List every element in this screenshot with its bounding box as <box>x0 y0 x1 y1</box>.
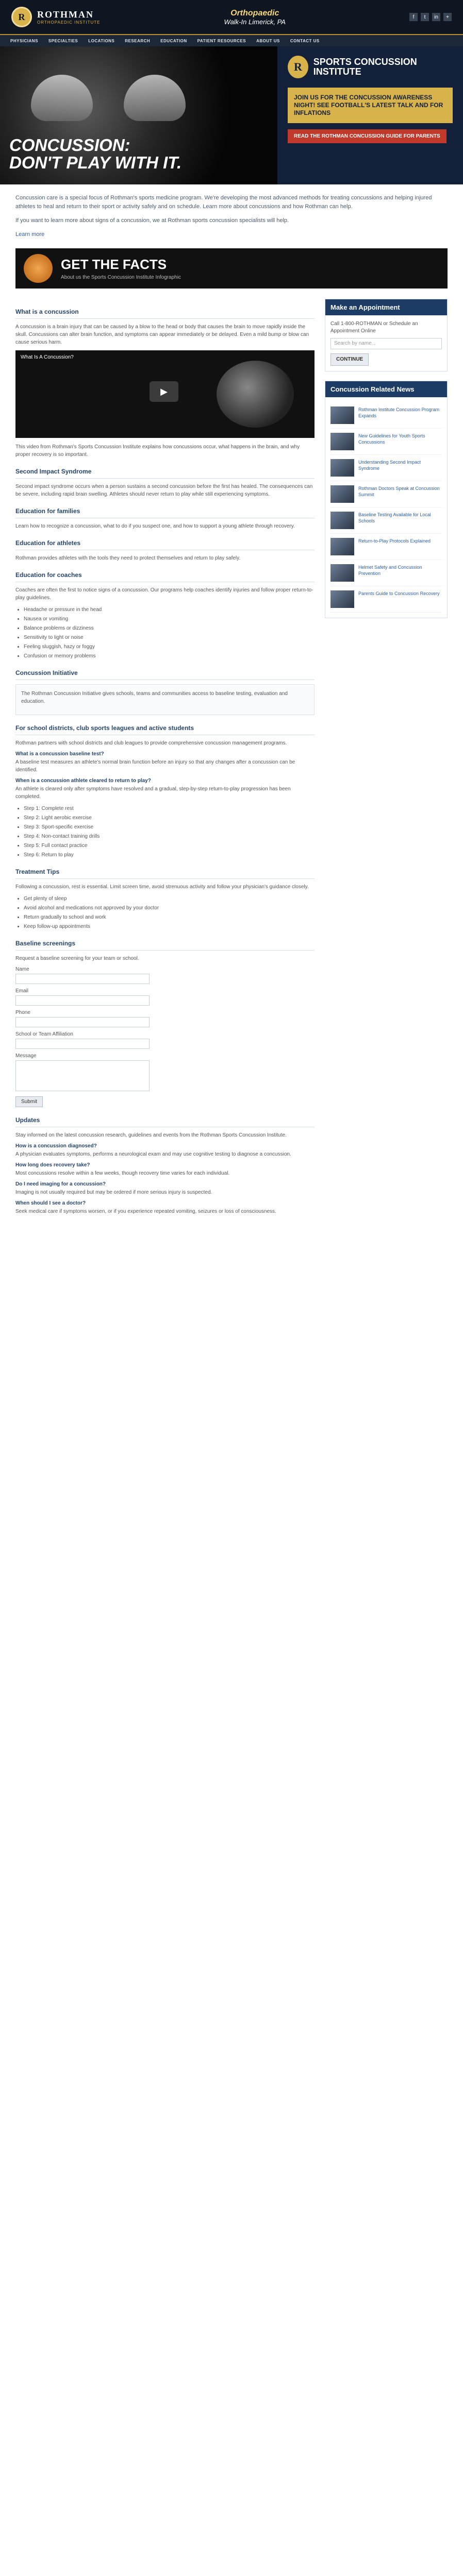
faq-answer: A physician evaluates symptoms, performs a neurological exam and may use cognitive testing to diagnose a concussion. <box>15 1151 291 1157</box>
logo-sub: ORTHOPAEDIC INSTITUTE <box>37 20 101 25</box>
news-thumbnail <box>330 538 354 555</box>
email-input[interactable] <box>15 995 150 1006</box>
news-title[interactable]: Rothman Doctors Speak at Concussion Summit <box>358 486 440 497</box>
list-item: • Keep follow-up appointments <box>24 923 315 930</box>
name-input[interactable] <box>15 974 150 984</box>
facts-subtitle: About us the Sports Concussion Institute Infographic <box>61 275 181 280</box>
hero-title <box>9 137 181 172</box>
video-title: What Is A Concussion? <box>21 354 74 360</box>
section-text: Second impact syndrome occurs when a person sustains a second concussion before the first has healed. The consequences can be severe, including rapid brain swelling. Athletes should never return to play while still experiencing symptoms. <box>15 484 313 497</box>
section-title: Education for athletes <box>15 535 315 550</box>
intro-paragraph: Concussion care is a special focus of Rothman's sports medicine program. We're developing the most advanced methods for treating concussions and helping injured athletes to heal and return to their sport or activity safely and on schedule. Learn more about concussions and how Rothman can help. <box>15 195 432 210</box>
widget-title: Concussion Related News <box>325 381 447 397</box>
list-item: • Return gradually to school and work <box>24 913 315 921</box>
widget-body <box>325 315 447 371</box>
event-cta[interactable]: JOIN US FOR THE CONCUSSION AWARENESS NIGHT! SEE FOOTBALL'S LATEST TALK AND FOR INFLATIONS <box>288 88 453 123</box>
widget-body <box>325 397 447 618</box>
promo-line-2: Walk-In Limerick, PA <box>224 18 286 26</box>
video-player[interactable] <box>15 350 315 438</box>
twitter-icon[interactable]: t <box>421 13 429 21</box>
appointment-widget <box>325 299 448 371</box>
question: When is a concussion athlete cleared to return to play? <box>15 778 151 784</box>
list-item: • Step 1: Complete rest <box>24 805 315 812</box>
news-item[interactable] <box>330 455 442 481</box>
section-text: Following a concussion, rest is essential. Limit screen time, avoid strenuous activity and follow your physician's guidance closely. <box>15 884 309 890</box>
linkedin-icon[interactable]: in <box>432 13 440 21</box>
continue-button[interactable]: CONTINUE <box>330 353 369 366</box>
promo-line-1: Orthopaedic <box>230 8 279 18</box>
form-label: Message <box>15 1053 37 1059</box>
nav-item[interactable]: RESEARCH <box>125 38 151 43</box>
answer: An athlete is cleared only after symptoms have resolved and a gradual, step-by-step return-to-play progression has been completed. <box>15 786 291 800</box>
section-title: Education for coaches <box>15 567 315 582</box>
list-item: • Step 4: Non-contact training drills <box>24 833 315 840</box>
list-item: • Balance problems or dizziness <box>24 624 315 632</box>
phone-input[interactable] <box>15 1017 150 1027</box>
institute-panel <box>277 46 463 184</box>
section-text: Rothman partners with school districts and club leagues to provide comprehensive concussion management programs. <box>15 740 287 746</box>
news-widget <box>325 381 448 618</box>
message-textarea[interactable] <box>15 1060 150 1091</box>
main-nav <box>0 34 463 46</box>
intro-paragraph: If you want to learn more about signs of a concussion, we at Rothman sports concussion specialists will help. <box>15 217 289 224</box>
section-text: Stay informed on the latest concussion research, guidelines and events from the Rothman Sports Concussion Institute. <box>15 1132 287 1138</box>
news-title[interactable]: Return-to-Play Protocols Explained <box>358 538 431 544</box>
social-icons <box>409 13 452 21</box>
section-title: What is a concussion <box>15 304 315 319</box>
google-plus-icon[interactable]: + <box>443 13 452 21</box>
play-icon[interactable]: ▶ <box>150 381 178 402</box>
faq-question: How is a concussion diagnosed? <box>15 1143 97 1149</box>
news-item[interactable] <box>330 429 442 455</box>
section-title: Concussion Initiative <box>15 665 315 680</box>
list-item: • Step 2: Light aerobic exercise <box>24 814 315 822</box>
list-item: • Get plenty of sleep <box>24 895 315 903</box>
appointment-text: Call 1-800-ROTHMAN or Schedule an Appointment Online <box>330 321 418 334</box>
news-thumbnail <box>330 485 354 503</box>
nav-item[interactable]: PHYSICIANS <box>10 38 38 43</box>
content-columns <box>0 299 463 1219</box>
list-item: • Confusion or memory problems <box>24 652 315 660</box>
nav-item[interactable]: PATIENT RESOURCES <box>197 38 246 43</box>
faq-question: When should I see a doctor? <box>15 1200 86 1206</box>
nav-item[interactable]: EDUCATION <box>160 38 187 43</box>
sidebar <box>325 299 448 1219</box>
top-bar <box>0 0 463 34</box>
facebook-icon[interactable]: f <box>409 13 418 21</box>
symptom-list <box>24 606 315 660</box>
nav-item[interactable]: LOCATIONS <box>88 38 115 43</box>
news-thumbnail <box>330 406 354 424</box>
news-item[interactable] <box>330 534 442 560</box>
faq-answer: Most concussions resolve within a few weeks, though recovery time varies for each individual. <box>15 1171 230 1176</box>
nav-item[interactable]: ABOUT US <box>256 38 280 43</box>
promo-banner[interactable] <box>224 9 286 26</box>
school-input[interactable] <box>15 1039 150 1049</box>
faq-question: Do I need imaging for a concussion? <box>15 1181 106 1187</box>
section-title: Education for families <box>15 503 315 518</box>
institute-mark: R <box>288 56 308 78</box>
guide-button[interactable]: READ THE ROTHMAN CONCUSSION GUIDE FOR PARENTS <box>288 129 447 143</box>
section-title: Baseline screenings <box>15 936 315 951</box>
brain-icon <box>24 254 53 283</box>
section-title: Second Impact Syndrome <box>15 464 315 479</box>
institute-badge <box>288 56 453 78</box>
news-item[interactable] <box>330 586 442 613</box>
submit-button[interactable]: Submit <box>15 1096 43 1107</box>
faq-answer: Imaging is not usually required but may be ordered if more serious injury is suspected. <box>15 1190 212 1195</box>
section-title: Updates <box>15 1112 315 1127</box>
list-item: • Step 6: Return to play <box>24 851 315 859</box>
intro <box>0 184 463 243</box>
facts-banner[interactable] <box>15 248 448 289</box>
news-title[interactable]: Baseline Testing Available for Local Schools <box>358 512 431 523</box>
news-thumbnail <box>330 433 354 450</box>
logo-text: ROTHMAN <box>37 9 94 20</box>
widget-title: Make an Appointment <box>325 299 447 315</box>
list-item: • Avoid alcohol and medications not approved by your doctor <box>24 904 315 912</box>
news-title[interactable]: Rothman Institute Concussion Program Expands <box>358 407 440 418</box>
list-item: • Nausea or vomiting <box>24 615 315 623</box>
section-text: Rothman provides athletes with the tools they need to protect themselves and return to play safely. <box>15 555 241 561</box>
question: What is a concussion baseline test? <box>15 751 104 757</box>
answer: A baseline test measures an athlete's normal brain function before an injury so that any changes after a concussion can be identified. <box>15 759 295 773</box>
logo-mark: R <box>11 7 32 27</box>
brain-image <box>217 361 294 428</box>
hero-title-line-2: DON'T PLAY WITH IT. <box>9 153 182 172</box>
tips-list <box>24 895 315 930</box>
steps-list <box>24 805 315 859</box>
news-title[interactable]: Parents Guide to Concussion Recovery <box>358 591 440 596</box>
section-text: Learn how to recognize a concussion, what to do if you suspect one, and how to support a young athlete through recovery. <box>15 523 295 529</box>
section-title: Treatment Tips <box>15 864 315 879</box>
faq-question: How long does recovery take? <box>15 1162 90 1168</box>
news-item[interactable] <box>330 560 442 586</box>
faq-answer: Seek medical care if symptoms worsen, or if you experience repeated vomiting, seizures or loss of consciousness. <box>15 1209 276 1214</box>
nav-item[interactable]: SPECIALTIES <box>48 38 78 43</box>
facts-title: GET THE FACTS <box>61 257 167 272</box>
appointment-search-input[interactable]: Search by name... <box>330 338 442 349</box>
news-thumbnail <box>330 564 354 582</box>
list-item: • Step 3: Sport-specific exercise <box>24 823 315 831</box>
news-title[interactable]: Understanding Second Impact Syndrome <box>358 460 421 471</box>
form-label: Phone <box>15 1010 30 1015</box>
news-thumbnail <box>330 590 354 608</box>
section-text: A concussion is a brain injury that can be caused by a blow to the head or body that causes the brain to move rapidly inside the skull. Concussions can alter brain function, and symptoms can appear immediately or be delayed. Even a mild bump or blow can cause serious harm. <box>15 324 309 345</box>
hero-title-line-1: CONCUSSION: <box>9 135 130 155</box>
form-intro: Request a baseline screening for your team or school. <box>15 956 139 961</box>
list-item: • Step 5: Full contact practice <box>24 842 315 850</box>
news-item[interactable] <box>330 507 442 534</box>
news-title[interactable]: New Guidelines for Youth Sports Concussions <box>358 433 425 445</box>
logo[interactable] <box>11 7 101 27</box>
news-thumbnail <box>330 512 354 529</box>
main-content <box>15 299 315 1219</box>
news-title[interactable]: Helmet Safety and Concussion Prevention <box>358 565 422 576</box>
nav-item[interactable]: CONTACT US <box>290 38 320 43</box>
form-label: Email <box>15 988 29 994</box>
list-item: • Feeling sluggish, hazy or foggy <box>24 643 315 651</box>
note-box <box>15 684 315 715</box>
list-item: • Sensitivity to light or noise <box>24 634 315 641</box>
form-label: Name <box>15 967 29 972</box>
learn-more-link[interactable]: Learn more <box>15 231 45 238</box>
list-item: • Headache or pressure in the head <box>24 606 315 614</box>
form-label: School or Team Affiliation <box>15 1031 73 1037</box>
news-item[interactable] <box>330 402 442 429</box>
section-text: The Rothman Concussion Initiative gives schools, teams and communities access to baseline testing, evaluation and education. <box>21 691 288 704</box>
institute-name: SPORTS CONCUSSION INSTITUTE <box>313 57 417 77</box>
news-item[interactable] <box>330 481 442 507</box>
section-title: For school districts, club sports leagues and active students <box>15 720 315 735</box>
hero-banner <box>0 46 463 184</box>
news-thumbnail <box>330 459 354 477</box>
section-text: This video from Rothman's Sports Concussion Institute explains how concussions occur, what happens in the brain, and why proper recovery is so important. <box>15 444 300 457</box>
section-text: Coaches are often the first to notice signs of a concussion. Our programs help coaches identify injuries and follow proper return-to-play guidelines. <box>15 587 313 601</box>
